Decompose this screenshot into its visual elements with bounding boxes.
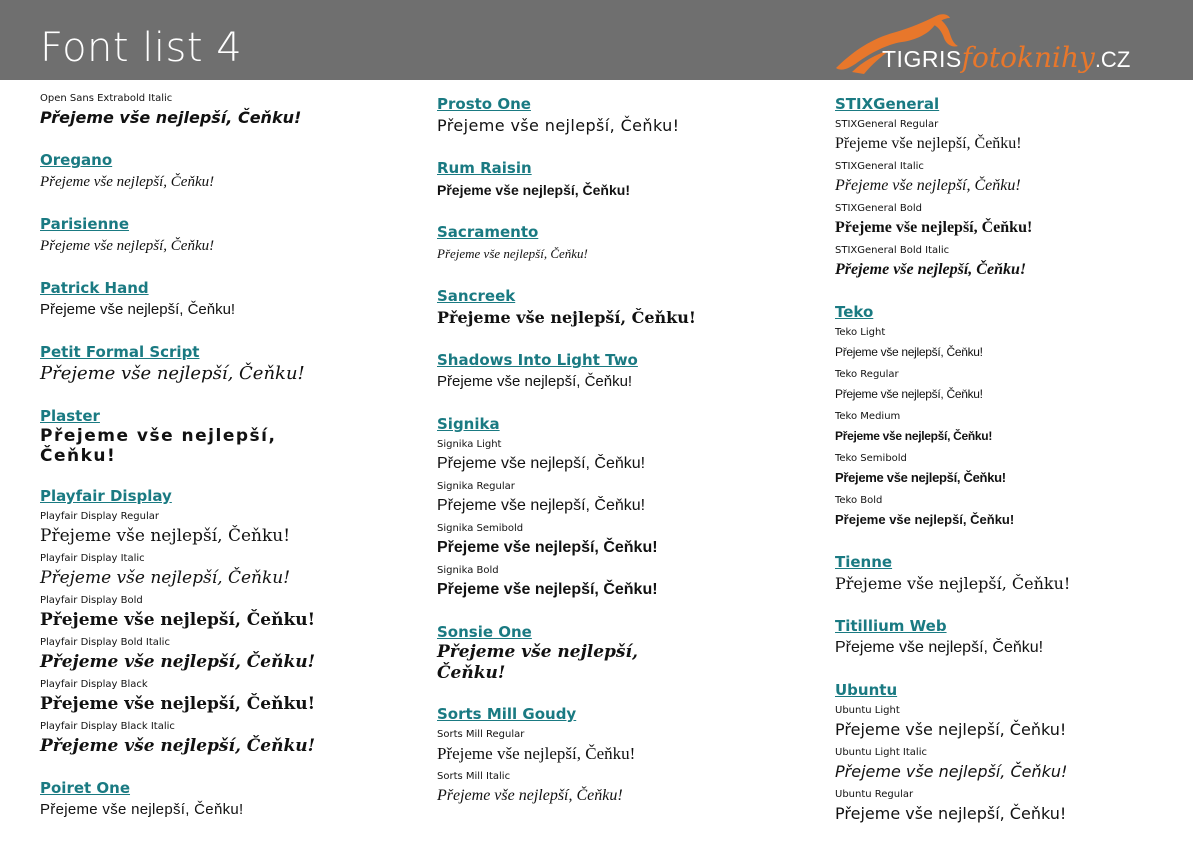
font-name-link[interactable]: Teko xyxy=(835,303,874,321)
font-name-link[interactable]: Signika xyxy=(437,415,500,433)
font-column-2 xyxy=(437,92,797,828)
font-sample: Přejeme vše nejlepší, Čeňku! xyxy=(835,720,1067,739)
font-sample: Přejeme vše nejlepší, Čeňku! xyxy=(835,135,1022,152)
font-sample: Přejeme vše nejlepší, Čeňku! xyxy=(835,470,1006,485)
font-name-link[interactable]: Oregano xyxy=(40,151,113,169)
font-sample: Přejeme vše nejlepší, Čeňku! xyxy=(835,512,1015,527)
font-sample: Přejeme vše nejlepší, Čeňku! xyxy=(437,642,638,683)
variant-label: Playfair Display Black xyxy=(40,679,148,690)
variant-label: Teko Semibold xyxy=(835,453,907,464)
variant-label: STIXGeneral Italic xyxy=(835,161,924,172)
font-name-link[interactable]: Titillium Web xyxy=(835,617,947,635)
variant-label: Playfair Display Italic xyxy=(40,553,145,564)
font-name-link[interactable]: Petit Formal Script xyxy=(40,343,200,361)
font-sample: Přejeme vše nejlepší, Čeňku! xyxy=(40,363,305,384)
logo-accent: fotoknihy xyxy=(961,41,1095,74)
variant-label: Ubuntu Light xyxy=(835,705,900,716)
font-entry-oregano xyxy=(40,150,400,194)
variant-label: Playfair Display Bold xyxy=(40,595,143,606)
variant-label: Teko Bold xyxy=(835,495,883,506)
font-name-link[interactable]: Prosto One xyxy=(437,95,531,113)
font-sample: Přejeme vše nejlepší, Čeňku! xyxy=(40,238,215,254)
variant-label: STIXGeneral Bold Italic xyxy=(835,245,950,256)
logo-tld: .CZ xyxy=(1094,47,1131,72)
font-entry-stixgeneral xyxy=(835,94,1193,282)
page-title: Font list 4 xyxy=(40,25,243,71)
font-sample: Přejeme vše nejlepší, Čeňku! xyxy=(40,174,215,190)
font-sample: Přejeme vše nejlepší, Čeňku! xyxy=(835,639,1044,656)
variant-label: Sorts Mill Regular xyxy=(437,729,525,740)
font-entry-shadows-into-light-two xyxy=(437,350,797,394)
variant-label: Teko Medium xyxy=(835,411,901,422)
font-name-link[interactable]: STIXGeneral xyxy=(835,95,940,113)
font-entry-patrick-hand xyxy=(40,278,400,322)
font-sample: Přejeme vše nejlepší, Čeňku! xyxy=(40,301,236,318)
font-entry-titillium-web xyxy=(835,616,1193,660)
font-sample: Přejeme vše nejlepší, Čeňku! xyxy=(40,526,291,546)
variant-label: Signika Semibold xyxy=(437,523,524,534)
font-name-link[interactable]: Rum Raisin xyxy=(437,159,532,177)
font-entry-teko xyxy=(835,302,1193,532)
font-entry-rum-raisin xyxy=(437,158,797,202)
font-column-3 xyxy=(835,92,1193,846)
font-sample: Přejeme vše nejlepší, Čeňku! xyxy=(437,497,646,514)
font-entry-sonsie-one xyxy=(437,622,797,684)
variant-label: Signika Light xyxy=(437,439,502,450)
font-entry-plaster xyxy=(40,406,400,466)
font-sample: Přejeme vše nejlepší, Čeňku! xyxy=(437,539,658,556)
variant-label: Ubuntu Light Italic xyxy=(835,747,927,758)
font-sample: Přejeme vše nejlepší, Čeňku! xyxy=(835,177,1021,194)
variant-label: STIXGeneral Bold xyxy=(835,203,922,214)
variant-label: Signika Regular xyxy=(437,481,515,492)
font-entry-tienne xyxy=(835,552,1193,596)
font-name-link[interactable]: Playfair Display xyxy=(40,487,172,505)
font-entry-ubuntu xyxy=(835,680,1193,826)
brand-logo[interactable] xyxy=(832,8,1131,76)
font-sample: Přejeme vše nejlepší, Čeňku! xyxy=(40,610,316,630)
font-sample: Přejeme vše nejlepší, Čeňku! xyxy=(437,116,680,135)
font-sample: Přejeme vše nejlepší, Čeňku! xyxy=(40,694,316,714)
font-name-link[interactable]: Poiret One xyxy=(40,779,131,797)
font-entry-sacramento xyxy=(437,222,797,266)
font-sample: Přejeme vše nejlepší, Čeňku! xyxy=(437,744,636,763)
font-sample: Přejeme vše nejlepší, Čeňku! xyxy=(835,219,1033,236)
variant-label: Teko Light xyxy=(835,327,886,338)
font-sample: Přejeme vše nejlepší, Čeňku! xyxy=(437,787,623,804)
font-sample: Přejeme vše nejlepší, Čeňku! xyxy=(437,182,630,198)
font-sample: Přejeme vše nejlepší, Čeňku! xyxy=(835,574,1071,593)
font-column-1 xyxy=(40,92,400,842)
font-name-link[interactable]: Patrick Hand xyxy=(40,279,149,297)
font-entry-open-sans xyxy=(40,92,400,130)
font-sample: Přejeme vše nejlepší, Čeňku! xyxy=(437,373,633,390)
font-name-link[interactable]: Plaster xyxy=(40,407,100,425)
font-sample: Přejeme vše nejlepší, Čeňku! xyxy=(40,108,302,127)
font-name-link[interactable]: Sorts Mill Goudy xyxy=(437,705,577,723)
font-name-link[interactable]: Shadows Into Light Two xyxy=(437,351,638,369)
variant-label: Ubuntu Regular xyxy=(835,789,914,800)
font-sample: Přejeme vše nejlepší, Čeňku! xyxy=(437,246,588,261)
font-sample: Přejeme vše nejlepší, Čeňku! xyxy=(437,581,658,598)
variant-label: Open Sans Extrabold Italic xyxy=(40,93,173,104)
logo-wordmark xyxy=(882,41,1131,76)
header-bar xyxy=(0,0,1193,80)
font-entry-playfair-display xyxy=(40,486,400,758)
font-name-link[interactable]: Parisienne xyxy=(40,215,130,233)
font-sample: Přejeme vše nejlepší, Čeňku! xyxy=(40,652,316,672)
font-sample: Přejeme vše nejlepší, Čeňku! xyxy=(835,429,993,443)
logo-brand: TIGRIS xyxy=(882,46,962,72)
font-sample: Přejeme vše nejlepší, Čeňku! xyxy=(437,308,696,327)
font-entry-prosto-one xyxy=(437,94,797,138)
variant-label: STIXGeneral Regular xyxy=(835,119,939,130)
variant-label: Playfair Display Bold Italic xyxy=(40,637,170,648)
font-name-link[interactable]: Tienne xyxy=(835,553,893,571)
font-sample: Přejeme vše nejlepší, Čeňku! xyxy=(835,804,1067,823)
font-name-link[interactable]: Sonsie One xyxy=(437,623,532,641)
font-sample: Přejeme vše nejlepší, Čeňku! xyxy=(835,387,983,401)
font-name-link[interactable]: Sacramento xyxy=(437,223,539,241)
font-name-link[interactable]: Sancreek xyxy=(437,287,516,305)
font-sample: Přejeme vše nejlepší, Čeňku! xyxy=(40,426,277,466)
variant-label: Signika Bold xyxy=(437,565,499,576)
variant-label: Sorts Mill Italic xyxy=(437,771,511,782)
font-sample: Přejeme vše nejlepší, Čeňku! xyxy=(835,762,1068,781)
variant-label: Playfair Display Regular xyxy=(40,511,159,522)
font-name-link[interactable]: Ubuntu xyxy=(835,681,898,699)
font-entry-petit-formal-script xyxy=(40,342,400,386)
font-sample: Přejeme vše nejlepší, Čeňku! xyxy=(40,736,316,756)
font-sample: Přejeme vše nejlepší, Čeňku! xyxy=(835,345,983,359)
font-entry-sorts-mill-goudy xyxy=(437,704,797,808)
font-sample: Přejeme vše nejlepší, Čeňku! xyxy=(40,568,291,588)
variant-label: Playfair Display Black Italic xyxy=(40,721,175,732)
font-entry-signika xyxy=(437,414,797,602)
font-sample: Přejeme vše nejlepší, Čeňku! xyxy=(437,455,646,472)
font-entry-sancreek xyxy=(437,286,797,330)
font-sample: Přejeme vše nejlepší, Čeňku! xyxy=(40,801,244,818)
font-sample: Přejeme vše nejlepší, Čeňku! xyxy=(835,261,1027,278)
variant-label: Teko Regular xyxy=(835,369,899,380)
font-entry-poiret-one xyxy=(40,778,400,822)
font-entry-parisienne xyxy=(40,214,400,258)
